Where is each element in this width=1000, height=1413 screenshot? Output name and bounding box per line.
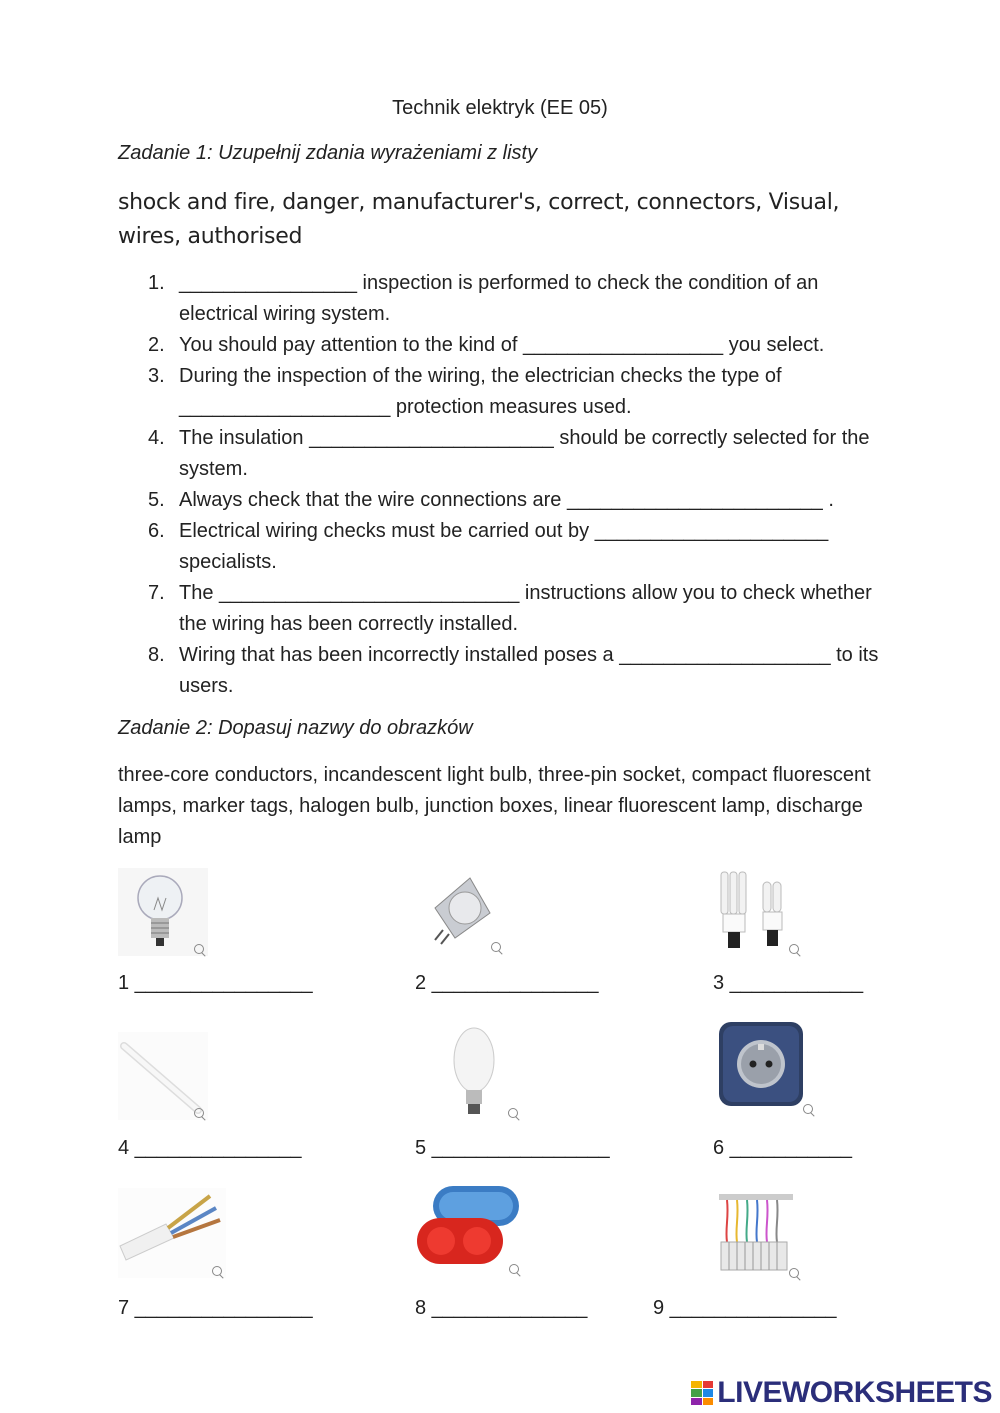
caption-8[interactable]: 8 ______________: [415, 1297, 588, 1319]
sentence-text: The insulation ______________________ should be correctly selected for the system.: [179, 427, 870, 480]
zoom-icon[interactable]: [194, 1108, 204, 1118]
zoom-icon[interactable]: [194, 944, 204, 954]
task2-heading: Zadanie 2: Dopasuj nazwy do obrazków: [118, 717, 473, 739]
zoom-icon[interactable]: [803, 1104, 813, 1114]
incandescent-bulb-image: [118, 868, 208, 956]
page-title: Technik elektryk (EE 05): [392, 97, 608, 119]
zoom-icon[interactable]: [491, 942, 501, 952]
discharge-lamp-image: [430, 1022, 522, 1120]
sentence-text: The ___________________________ instructions allow you to check whether the wiring has been correctly installed.: [179, 582, 872, 635]
liveworksheets-logo-icon: [691, 1381, 713, 1405]
liveworksheets-logo: [691, 1376, 992, 1410]
sentence-text: Wiring that has been incorrectly installed poses a ___________________ to its users.: [179, 644, 879, 697]
task2-word-bank: three-core conductors, incandescent light bulb, three-pin socket, compact fluorescent lamps, marker tags, halogen bulb, junction boxes, linear fluorescent lamp, discharge lamp: [118, 764, 871, 848]
list-item: 4. The insulation ______________________ should be correctly selected for the system.: [148, 427, 870, 480]
task1-word-bank: shock and fire, danger, manufacturer's, correct, connectors, Visual, wires, authorised: [118, 190, 840, 249]
compact-fluorescent-image: [713, 866, 803, 958]
caption-1[interactable]: 1 ________________: [118, 972, 313, 994]
caption-7[interactable]: 7 ________________: [118, 1297, 313, 1319]
socket-image: [713, 1014, 819, 1120]
caption-4[interactable]: 4 _______________: [118, 1137, 302, 1159]
zoom-icon[interactable]: [789, 944, 799, 954]
sentence-text: You should pay attention to the kind of __________________ you select.: [179, 334, 825, 356]
caption-3[interactable]: 3 ____________: [713, 972, 864, 994]
caption-9[interactable]: 9 _______________: [653, 1297, 837, 1319]
halogen-bulb-image: [415, 868, 507, 956]
three-core-conductors-image: [118, 1188, 226, 1278]
list-item: 1. ________________ inspection is performed to check the condition of an electrical wiring system.: [148, 272, 819, 325]
linear-fluorescent-image: [118, 1032, 208, 1120]
list-item: 7. The ___________________________ instructions allow you to check whether the wiring has been correctly installed.: [148, 582, 872, 635]
task1-sentence-list: [148, 268, 888, 702]
list-item: 6. Electrical wiring checks must be carried out by _____________________ specialists.: [148, 520, 829, 573]
sentence-text: Always check that the wire connections are _______________________ .: [179, 489, 834, 511]
sentence-text: ________________ inspection is performed to check the condition of an electrical wiring system.: [179, 272, 819, 325]
task1-heading: Zadanie 1: Uzupełnij zdania wyrażeniami z listy: [118, 142, 538, 164]
list-item: 5. Always check that the wire connections are _______________________ .: [148, 489, 834, 511]
list-item: 3. During the inspection of the wiring, the electrician checks the type of ___________________ protection measures used.: [148, 365, 782, 418]
zoom-icon[interactable]: [508, 1108, 518, 1118]
sentence-text: During the inspection of the wiring, the electrician checks the type of ___________________ protection measures used.: [179, 365, 782, 418]
caption-2[interactable]: 2 _______________: [415, 972, 599, 994]
sentence-text: Electrical wiring checks must be carried out by _____________________ specialists.: [179, 520, 829, 573]
caption-6[interactable]: 6 ___________: [713, 1137, 853, 1159]
marker-tags-image: [713, 1188, 803, 1280]
brand-name: LIVEWORKSHEETS: [717, 1376, 992, 1409]
list-item: 8. Wiring that has been incorrectly installed poses a ___________________ to its users.: [148, 644, 879, 697]
zoom-icon[interactable]: [212, 1266, 222, 1276]
zoom-icon[interactable]: [509, 1264, 519, 1274]
junction-boxes-image: [415, 1180, 523, 1278]
list-item: 2. You should pay attention to the kind of __________________ you select.: [148, 334, 825, 356]
caption-5[interactable]: 5 ________________: [415, 1137, 610, 1159]
zoom-icon[interactable]: [789, 1268, 799, 1278]
